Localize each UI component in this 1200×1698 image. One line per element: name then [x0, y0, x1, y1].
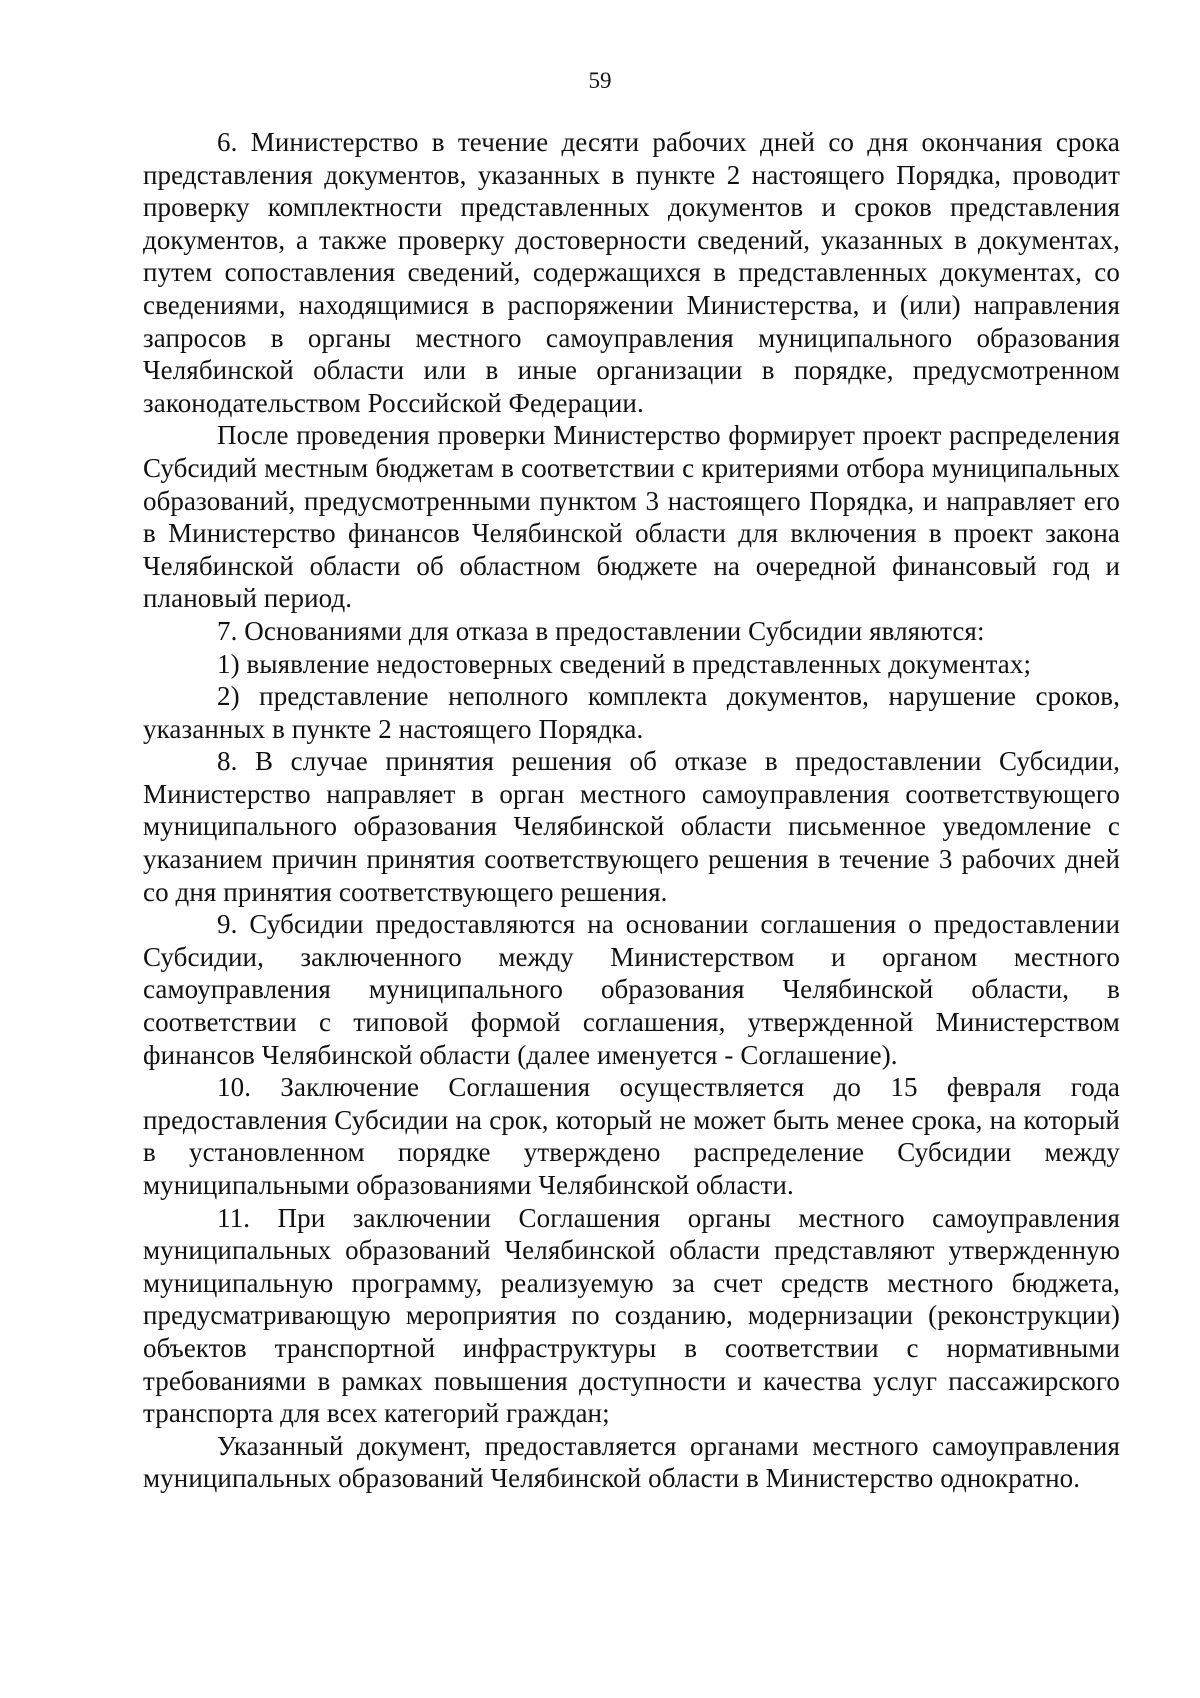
- document-body: [143, 126, 1120, 1495]
- paragraph-11-program: 11. При заключении Соглашения органы местного самоуправления муниципальных образований Челябинской области представляют утвержденную муниципальную программу, реализуемую за счет средств местного бюджета, предусматривающую мероприятия по созданию, модернизации (реконструкции) объектов транспортной инфраструктуры в соответствии с нормативными требованиями в рамках повышения доступности и качества услуг пассажирского транспорта для всех категорий граждан;: [143, 1202, 1120, 1429]
- paragraph-7-item-2: 2) представление неполного комплекта документов, нарушение сроков, указанных в пункте 2 настоящего Порядка.: [143, 681, 1120, 744]
- paragraph-document-submission: Указанный документ, предоставляется органами местного самоуправления муниципальных образований Челябинской области в Министерство однократно.: [143, 1430, 1120, 1494]
- paragraph-9-agreement: 9. Субсидии предоставляются на основании соглашения о предоставлении Субсидии, заключенного между Министерством и органом местного самоуправления муниципального образования Челябинской области, в соответствии с типовой формой соглашения, утвержденной Министерством финансов Челябинской области (далее именуется - Соглашение).: [143, 909, 1120, 1070]
- paragraph-distribution-draft: После проведения проверки Министерство формирует проект распределения Субсидий местным бюджетам в соответствии с критериями отбора муниципальных образований, предусмотренными пунктом 3 настоящего Порядка, и направляет его в Министерство финансов Челябинской области для включения в проект закона Челябинской области об областном бюджете на очередной финансовый год и плановый период.: [143, 420, 1120, 614]
- paragraph-8-refusal-notice: 8. В случае принятия решения об отказе в предоставлении Субсидии, Министерство направляет в орган местного самоуправления соответствующего муниципального образования Челябинской области письменное уведомление с указанием причин принятия соответствующего решения в течение 3 рабочих дней со дня принятия соответствующего решения.: [143, 746, 1120, 907]
- page-number: 59: [588, 68, 612, 93]
- paragraph-7-refusal-grounds: 7. Основаниями для отказа в предоставлении Субсидии являются:: [217, 615, 985, 646]
- paragraph-6-verification: 6. Министерство в течение десяти рабочих дней со дня окончания срока представления документов, указанных в пункте 2 настоящего Порядка, проводит проверку комплектности представленных документов и сроков представления документов, а также проверку достоверности сведений, указанных в документах, путем сопоставления сведений, содержащихся в представленных документах, со сведениями, находящимися в распоряжении Министерства, и (или) направления запросов в органы местного самоуправления муниципального образования Челябинской области или в иные организации в порядке, предусмотренном законодательством Российской Федерации.: [143, 127, 1120, 418]
- paragraph-10-agreement-term: 10. Заключение Соглашения осуществляется до 15 февраля года предоставления Субсидии на срок, который не может быть менее срока, на который в установленном порядке утверждено распределение Субсидии между муниципальными образованиями Челябинской области.: [143, 1072, 1120, 1200]
- paragraph-7-item-1: 1) выявление недостоверных сведений в представленных документах;: [217, 648, 1032, 679]
